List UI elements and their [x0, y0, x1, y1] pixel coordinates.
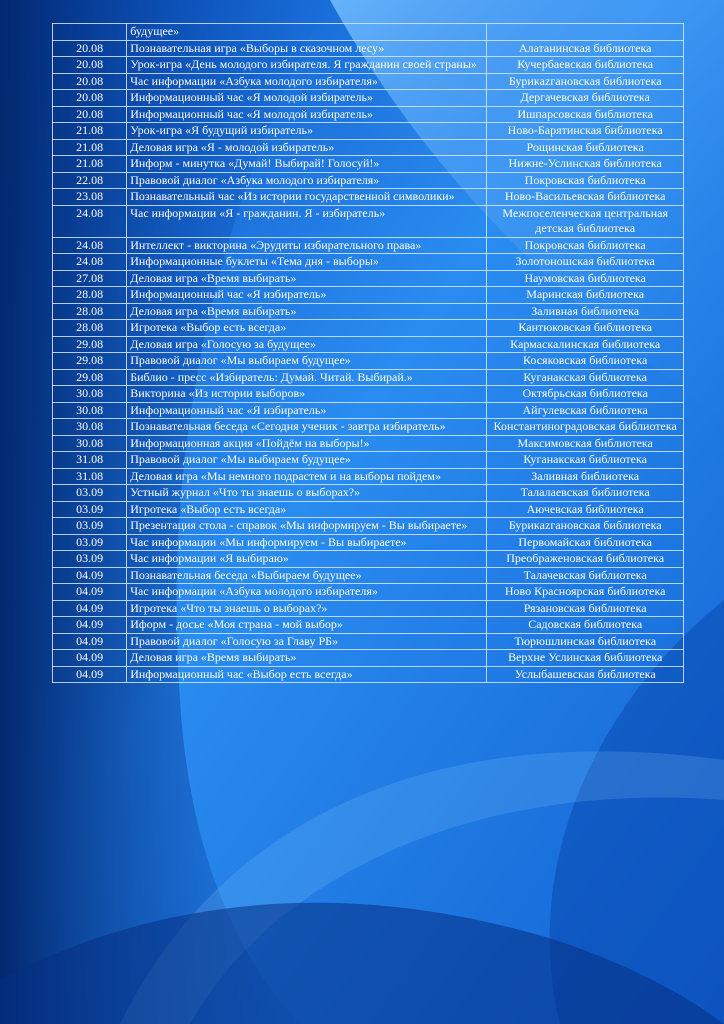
table-row: [53, 386, 684, 403]
table-row: [53, 650, 684, 667]
event-cell: Информационный час «Я молодой избиратель»: [127, 90, 487, 107]
date-cell: 31.08: [53, 468, 127, 485]
date-cell: 20.08: [53, 40, 127, 57]
event-cell: Час информации «Я - гражданин. Я - избиратель»: [127, 205, 487, 237]
date-cell: 23.08: [53, 189, 127, 206]
date-cell: 04.09: [53, 650, 127, 667]
date-cell: 04.09: [53, 666, 127, 683]
event-cell: Правовой диалог «Голосую за Главу РБ»: [127, 633, 487, 650]
table-row: [53, 567, 684, 584]
date-cell: 24.08: [53, 237, 127, 254]
table-row: [53, 551, 684, 568]
table-row: [53, 172, 684, 189]
library-cell: Максимовская библиотека: [487, 435, 684, 452]
event-cell: Час информации «Азбука молодого избирателя»: [127, 73, 487, 90]
table-row: [53, 303, 684, 320]
event-cell: Игротека «Выбор есть всегда»: [127, 501, 487, 518]
event-cell: Библио - пресс «Избиратель: Думай. Читай. Выбирай.»: [127, 369, 487, 386]
library-cell: Кармаскалинская библиотека: [487, 336, 684, 353]
table-row: [53, 73, 684, 90]
table-row: [53, 270, 684, 287]
library-cell: Аючевская библиотека: [487, 501, 684, 518]
events-table: [52, 23, 684, 683]
table-row: [53, 205, 684, 237]
event-cell: Правовой диалог «Азбука молодого избирателя»: [127, 172, 487, 189]
library-cell: Кучербаевская библиотека: [487, 57, 684, 74]
library-cell: Преображеновская библиотека: [487, 551, 684, 568]
event-cell: Информационная акция «Пойдём на выборы!»: [127, 435, 487, 452]
date-cell: 24.08: [53, 254, 127, 271]
table-row: [53, 617, 684, 634]
library-cell: Кантюковская библиотека: [487, 320, 684, 337]
table-row: [53, 336, 684, 353]
library-cell: Ново-Барятинская библиотека: [487, 123, 684, 140]
table-row: [53, 452, 684, 469]
library-cell: Наумовская библиотека: [487, 270, 684, 287]
date-cell: 03.09: [53, 534, 127, 551]
date-cell: 28.08: [53, 303, 127, 320]
library-cell: Дергачевская библиотека: [487, 90, 684, 107]
table-row: [53, 106, 684, 123]
event-cell: Информационный час «Я молодой избиратель»: [127, 106, 487, 123]
event-cell: Познавательная беседа «Сегодня ученик - завтра избиратель»: [127, 419, 487, 436]
table-row: [53, 468, 684, 485]
date-cell: 04.09: [53, 567, 127, 584]
event-cell: Познавательная игра «Выборы в сказочном лесу»: [127, 40, 487, 57]
event-cell: Информационный час «Выбор есть всегда»: [127, 666, 487, 683]
library-cell: Заливная библиотека: [487, 468, 684, 485]
library-cell: Бурикazгановская библиотека: [487, 518, 684, 535]
date-cell: 03.09: [53, 485, 127, 502]
date-cell: 03.09: [53, 551, 127, 568]
event-cell: Деловая игра «Мы немного подрастем и на выборы пойдем»: [127, 468, 487, 485]
event-cell: Деловая игра «Время выбирать»: [127, 650, 487, 667]
event-cell: Деловая игра «Время выбирать»: [127, 270, 487, 287]
date-cell: 04.09: [53, 584, 127, 601]
library-cell: Куганакская библиотека: [487, 369, 684, 386]
library-cell: Айгулевская библиотека: [487, 402, 684, 419]
date-cell: 27.08: [53, 270, 127, 287]
table-row: [53, 353, 684, 370]
date-cell: 04.09: [53, 617, 127, 634]
date-cell: 31.08: [53, 452, 127, 469]
library-cell: Ново Красноярская библиотека: [487, 584, 684, 601]
library-cell: Алатанинская библиотека: [487, 40, 684, 57]
table-row: [53, 237, 684, 254]
event-cell: Час информации «Я выбираю»: [127, 551, 487, 568]
table-row: [53, 419, 684, 436]
table-row: [53, 139, 684, 156]
date-cell: 30.08: [53, 402, 127, 419]
library-cell: Ишпарсовская библиотека: [487, 106, 684, 123]
table-row: [53, 40, 684, 57]
event-cell: Устный журнал «Что ты знаешь о выборах?»: [127, 485, 487, 502]
date-cell: 28.08: [53, 320, 127, 337]
library-cell: Покровская библиотека: [487, 172, 684, 189]
date-cell: 30.08: [53, 435, 127, 452]
library-cell: Ново-Васильевская библиотека: [487, 189, 684, 206]
event-cell: Информационный час «Я избиратель»: [127, 287, 487, 304]
table-row: [53, 485, 684, 502]
date-cell: 21.08: [53, 139, 127, 156]
library-cell: Талалаевская библиотека: [487, 485, 684, 502]
table-row: [53, 90, 684, 107]
library-cell: Рощинская библиотека: [487, 139, 684, 156]
event-cell: Правовой диалог «Мы выбираем будущее»: [127, 353, 487, 370]
date-cell: 28.08: [53, 287, 127, 304]
event-cell: Час информации «Мы информируем - Вы выбираете»: [127, 534, 487, 551]
date-cell: 30.08: [53, 386, 127, 403]
event-cell: Игротека «Выбор есть всегда»: [127, 320, 487, 337]
event-cell: Игротека «Что ты знаешь о выборах?»: [127, 600, 487, 617]
event-cell: Познавательный час «Из истории государственной символики»: [127, 189, 487, 206]
date-cell: 29.08: [53, 336, 127, 353]
table-row: [53, 666, 684, 683]
library-cell: Покровская библиотека: [487, 237, 684, 254]
table-row: [53, 156, 684, 173]
date-cell: 04.09: [53, 633, 127, 650]
library-cell: [487, 24, 684, 41]
event-cell: Интеллект - викторина «Эрудиты избирательного права»: [127, 237, 487, 254]
event-cell: Правовой диалог «Мы выбираем будущее»: [127, 452, 487, 469]
date-cell: 29.08: [53, 353, 127, 370]
table-row: [53, 518, 684, 535]
library-cell: Рязановская библиотека: [487, 600, 684, 617]
library-cell: Октябрьская библиотека: [487, 386, 684, 403]
event-cell: Презентация стола - справок «Мы информируем - Вы выбираете»: [127, 518, 487, 535]
table-row: [53, 369, 684, 386]
library-cell: Талачевская библиотека: [487, 567, 684, 584]
date-cell: 21.08: [53, 156, 127, 173]
event-cell: Деловая игра «Я - молодой избиратель»: [127, 139, 487, 156]
table-row: [53, 287, 684, 304]
table-row: [53, 123, 684, 140]
date-cell: 20.08: [53, 73, 127, 90]
date-cell: 20.08: [53, 57, 127, 74]
date-cell: 03.09: [53, 518, 127, 535]
table-row: [53, 435, 684, 452]
library-cell: Нижне-Услинская библиотека: [487, 156, 684, 173]
table-row: [53, 189, 684, 206]
event-cell: Информ - минутка «Думай! Выбирай! Голосуй!»: [127, 156, 487, 173]
library-cell: Косяковская библиотека: [487, 353, 684, 370]
library-cell: Услыбашевская библиотека: [487, 666, 684, 683]
library-cell: Золотоношская библиотека: [487, 254, 684, 271]
table-row: [53, 24, 684, 41]
date-cell: 03.09: [53, 501, 127, 518]
event-cell: Деловая игра «Голосую за будущее»: [127, 336, 487, 353]
table-row: [53, 402, 684, 419]
date-cell: 20.08: [53, 106, 127, 123]
event-cell: Урок-игра «Я будущий избиратель»: [127, 123, 487, 140]
date-cell: 04.09: [53, 600, 127, 617]
event-cell: Познавательная беседа «Выбираем будущее»: [127, 567, 487, 584]
event-cell: Иформ - досье «Моя страна - мой выбор»: [127, 617, 487, 634]
table-row: [53, 501, 684, 518]
library-cell: Куганакская библиотека: [487, 452, 684, 469]
table-row: [53, 633, 684, 650]
date-cell: 22.08: [53, 172, 127, 189]
library-cell: Бурикazгановская библиотека: [487, 73, 684, 90]
library-cell: Маринская библиотека: [487, 287, 684, 304]
library-cell: Межпоселенческая центральная детская библиотека: [487, 205, 684, 237]
date-cell: 29.08: [53, 369, 127, 386]
date-cell: 30.08: [53, 419, 127, 436]
library-cell: Константиноградовская библиотека: [487, 419, 684, 436]
event-cell: Викторина «Из истории выборов»: [127, 386, 487, 403]
library-cell: Первомайская библиотека: [487, 534, 684, 551]
library-cell: Садовская библиотека: [487, 617, 684, 634]
event-cell: Информационные буклеты «Тема дня - выборы»: [127, 254, 487, 271]
event-cell: Урок-игра «День молодого избирателя. Я гражданин своей страны»: [127, 57, 487, 74]
event-cell: Час информации «Азбука молодого избирателя»: [127, 584, 487, 601]
library-cell: Заливная библиотека: [487, 303, 684, 320]
date-cell: 21.08: [53, 123, 127, 140]
date-cell: 20.08: [53, 90, 127, 107]
table-row: [53, 320, 684, 337]
table-row: [53, 254, 684, 271]
table-row: [53, 534, 684, 551]
event-cell: Информационный час «Я избиратель»: [127, 402, 487, 419]
table-row: [53, 600, 684, 617]
library-cell: Верхне Услинская библиотека: [487, 650, 684, 667]
date-cell: 24.08: [53, 205, 127, 237]
date-cell: [53, 24, 127, 41]
event-cell: Деловая игра «Время выбирать»: [127, 303, 487, 320]
table-row: [53, 584, 684, 601]
library-cell: Тюрюшлинская библиотека: [487, 633, 684, 650]
event-cell: будущее»: [127, 24, 487, 41]
table-row: [53, 57, 684, 74]
